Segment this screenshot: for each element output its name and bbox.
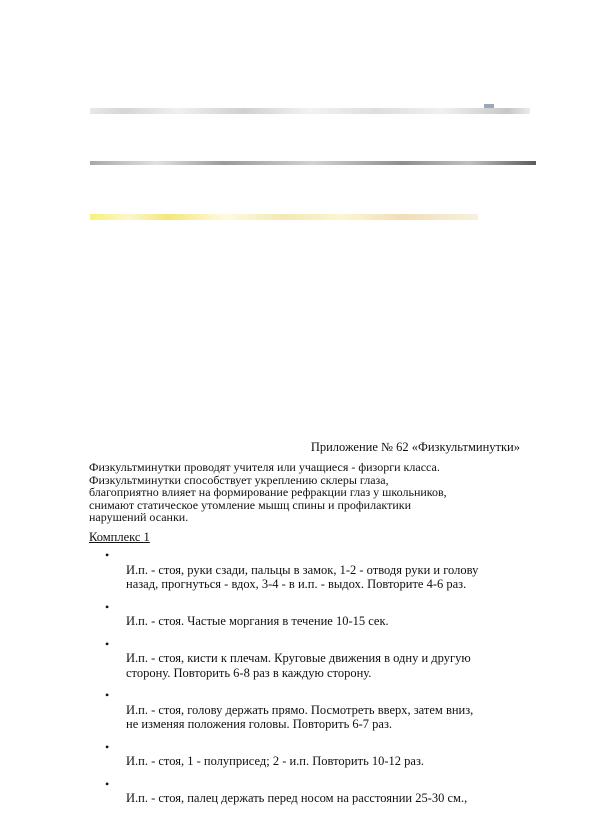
exercise-text: И.п. - стоя, палец держать перед носом на расстоянии 25-30 см., [126,791,468,805]
exercise-item [100,637,530,681]
exercise-list [100,548,530,814]
bullet-icon: • [105,599,110,614]
exercise-item [100,548,530,592]
exercise-item [100,688,530,732]
scan-artifact-band-middle [90,161,536,165]
bullet-icon: • [105,636,110,651]
exercise-text: И.п. - стоя, руки сзади, пальцы в замок, 1-2 - отводя руки и голову назад, прогнуться - вдох, 3-4 - в и.п. - выдох. Повторите 4-6 раз. [126,562,479,591]
bullet-icon: • [105,548,110,562]
intro-paragraph: Физкультминутки проводят учителя или учащиеся - физорги класса. Физкультминутки способствует укреплению склеры глаза, благоприятно влияет на формирование рефракции глаз у школьников, снимают статическое утомление мышц спины и профилактики нарушений осанки. [89,460,447,525]
exercise-text: И.п. - стоя, 1 - полуприсед; 2 - и.п. Повторить 10-12 раз. [126,754,425,768]
exercise-item [100,777,530,806]
section-heading-complex-1: Комплекс 1 [89,530,150,544]
exercise-item [100,600,530,629]
bullet-icon: • [105,688,110,702]
bullet-icon: • [105,776,110,791]
exercise-text: И.п. - стоя. Частые моргания в течение 10-15 сек. [126,614,389,628]
exercise-text: И.п. - стоя, кисти к плечам. Круговые движения в одну и другую сторону. Повторить 6-8 раз в каждую сторону. [126,651,471,680]
scan-artifact-mark [484,104,494,108]
exercise-item [100,740,530,769]
scan-artifact-band-top [90,108,530,114]
exercise-text: И.п. - стоя, голову держать прямо. Посмотреть вверх, затем вниз, не изменяя положения головы. Повторить 6-7 раз. [126,702,474,731]
document-title: Приложение № 62 «Физкультминутки» [310,440,520,454]
scan-artifact-band-yellow [90,214,478,220]
bullet-icon: • [105,739,110,754]
